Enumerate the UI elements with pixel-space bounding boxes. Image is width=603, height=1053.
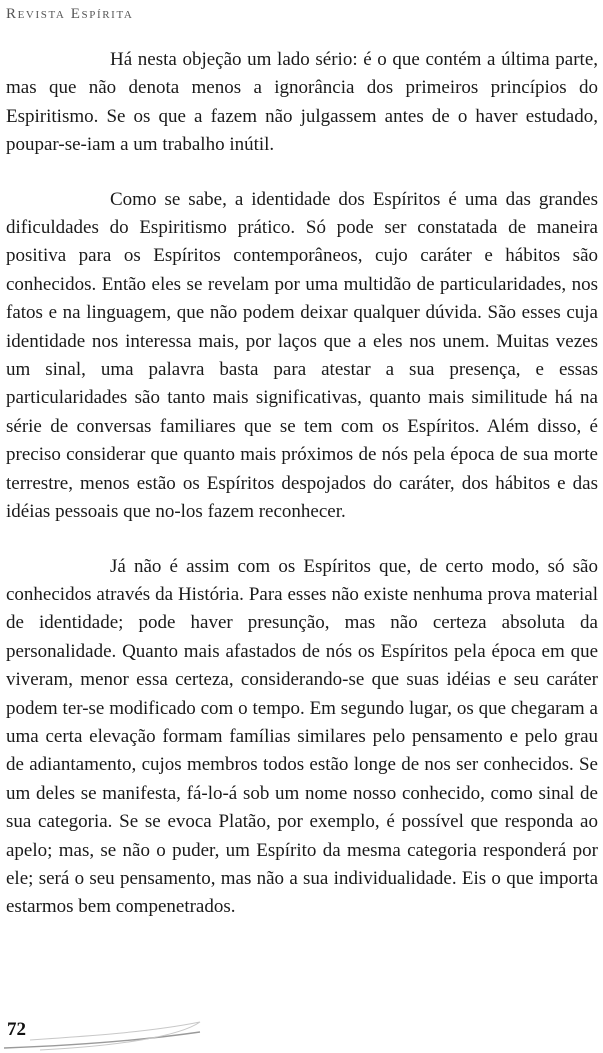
running-header: Revista Espírita [6, 6, 134, 22]
page-number: 72 [7, 1019, 26, 1040]
paragraph-2: Como se sabe, a identidade dos Espíritos é uma das grandes dificuldades do Espiritismo prático. Só pode ser constatada de maneira positiva para os Espíritos contemporâneos, cujo caráter e hábitos são conhecidos. Então eles se revelam por uma multidão de particularidades, nos fatos e na linguagem, que não podem deixar qualquer dúvida. São esses cuja identidade nos interessa mais, por laços que a eles nos unem. Muitas vezes um sinal, uma palavra basta para atestar a sua presença, e essas particularidades são tanto mais significativas, quanto mais similitude há na série de conversas familiares que se tem com os Espíritos. Além disso, é preciso considerar que quanto mais próximos de nós pela época de sua morte terrestre, menos estão os Espíritos despojados do caráter, dos hábitos e das idéias pessoais que no-los fazem reconhecer. [6, 188, 598, 523]
paragraph-3: Já não é assim com os Espíritos que, de certo modo, só são conhecidos através da História. Para esses não existe nenhuma prova material de identidade; pode haver presunção, mas não certeza absoluta da personalidade. Quanto mais afastados de nós os Espíritos pela época em que viveram, menor essa certeza, considerando-se que suas idéias e seu caráter podem ter-se modificado com o tempo. Em segundo lugar, os que chegaram a uma certa elevação formam famílias similares pelo pensamento e pelo grau de adiantamento, cujos membros todos estão longe de nos ser conhecidos. Se um deles se manifesta, fá-lo-á sob um nome nosso conhecido, como sinal de sua categoria. Se se evoca Platão, por exemplo, é possível que responda ao apelo; mas, se não o puder, um Espírito da mesma categoria responderá por ele; será o seu pensamento, mas não a sua individualidade. Eis o que importa estarmos bem compenetrados. [6, 555, 598, 918]
decorative-swoosh-ornament [0, 1010, 220, 1053]
page-body [6, 46, 598, 948]
paragraph-1: Há nesta objeção um lado sério: é o que contém a última parte, mas que não denota menos a ignorância dos primeiros princípios do Espiritismo. Se os que a fazem não julgassem antes de o haver estudado, poupar-se-iam a um trabalho inútil. [6, 49, 598, 156]
